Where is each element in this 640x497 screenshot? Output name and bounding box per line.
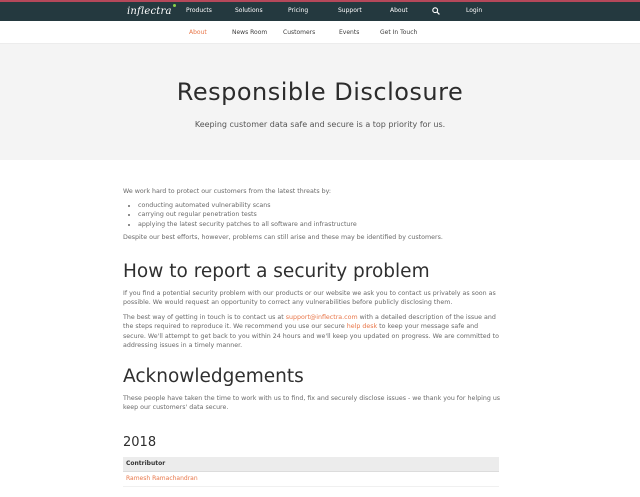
support-email-link[interactable]: support@inflectra.com [285,313,358,321]
subnav-customers[interactable]: Customers [283,29,316,36]
top-navigation-bar [0,0,640,21]
nav-pricing[interactable]: Pricing [288,7,309,14]
report-paragraph-1: If you find a potential security problem with our products or our website we ask you to contact us privately as soon as possible. We would request an opportunity to correct any vulnerabilities before publicly disclosing them. [123,289,496,306]
year-heading: 2018 [123,434,157,450]
top-accent-stripe [0,0,640,2]
help-desk-link[interactable]: help desk [346,323,378,330]
subnav-news-room[interactable]: News Room [232,29,268,36]
search-icon[interactable] [432,7,440,15]
inflectra-logo[interactable] [127,5,172,19]
intro-lead: We work hard to protect our customers from the latest threats by: [123,188,332,195]
intro-bullet: • carrying out regular penetration tests [138,210,503,220]
main-content [123,187,503,487]
nav-support[interactable]: Support [338,7,362,14]
nav-about[interactable]: About [390,7,408,14]
acknowledgements-text: These people have taken the time to work with us to find, fix and securely disclose issues - we thank you for helping us keep our customers' data secure. [123,394,501,411]
report-p2-end: to keep your message safe and secure. We'll attempt to get back to you within 24 hours and we'll keep you updated on progress. We are committed to addressing issues in a timely manner. [123,323,499,349]
report-paragraph-2 [123,313,503,351]
nav-solutions[interactable]: Solutions [235,7,263,14]
intro-bullet: • conducting automated vulnerability scans [138,201,503,211]
report-heading: How to report a security problem [123,260,430,282]
intro-after: Despite our best efforts, however, problems can still arise and these may be identified by customers. [123,234,443,241]
contributors-table [123,457,499,487]
page-subtitle: Keeping customer data safe and secure is a top priority for us. [194,120,446,129]
page-title: Responsible Disclosure [176,78,464,106]
subnav-events[interactable]: Events [339,29,360,36]
acknowledgements-heading: Acknowledgements [123,365,304,387]
contributors-table-header: Contributor [123,457,499,472]
hero-banner [0,44,640,160]
nav-products[interactable]: Products [186,7,212,14]
subnav-get-in-touch[interactable]: Get In Touch [380,29,418,36]
intro-bullet-list [123,201,503,230]
intro-bullet: • applying the latest security patches to all software and infrastructure [138,220,503,230]
table-row[interactable]: Ramesh Ramachandran [123,472,499,487]
login-link[interactable]: Login [466,7,483,14]
logo-dot-icon [173,4,176,7]
logo-text: inflectra [127,6,172,17]
secondary-navigation-bar [0,21,640,44]
report-p2-start: The best way of getting in touch is to contact us at [123,313,286,321]
report-p2-middle: with a detailed description of the issue and the steps required to reproduce it. We recommend you use our secure [123,313,496,330]
subnav-about[interactable]: About [189,29,207,36]
